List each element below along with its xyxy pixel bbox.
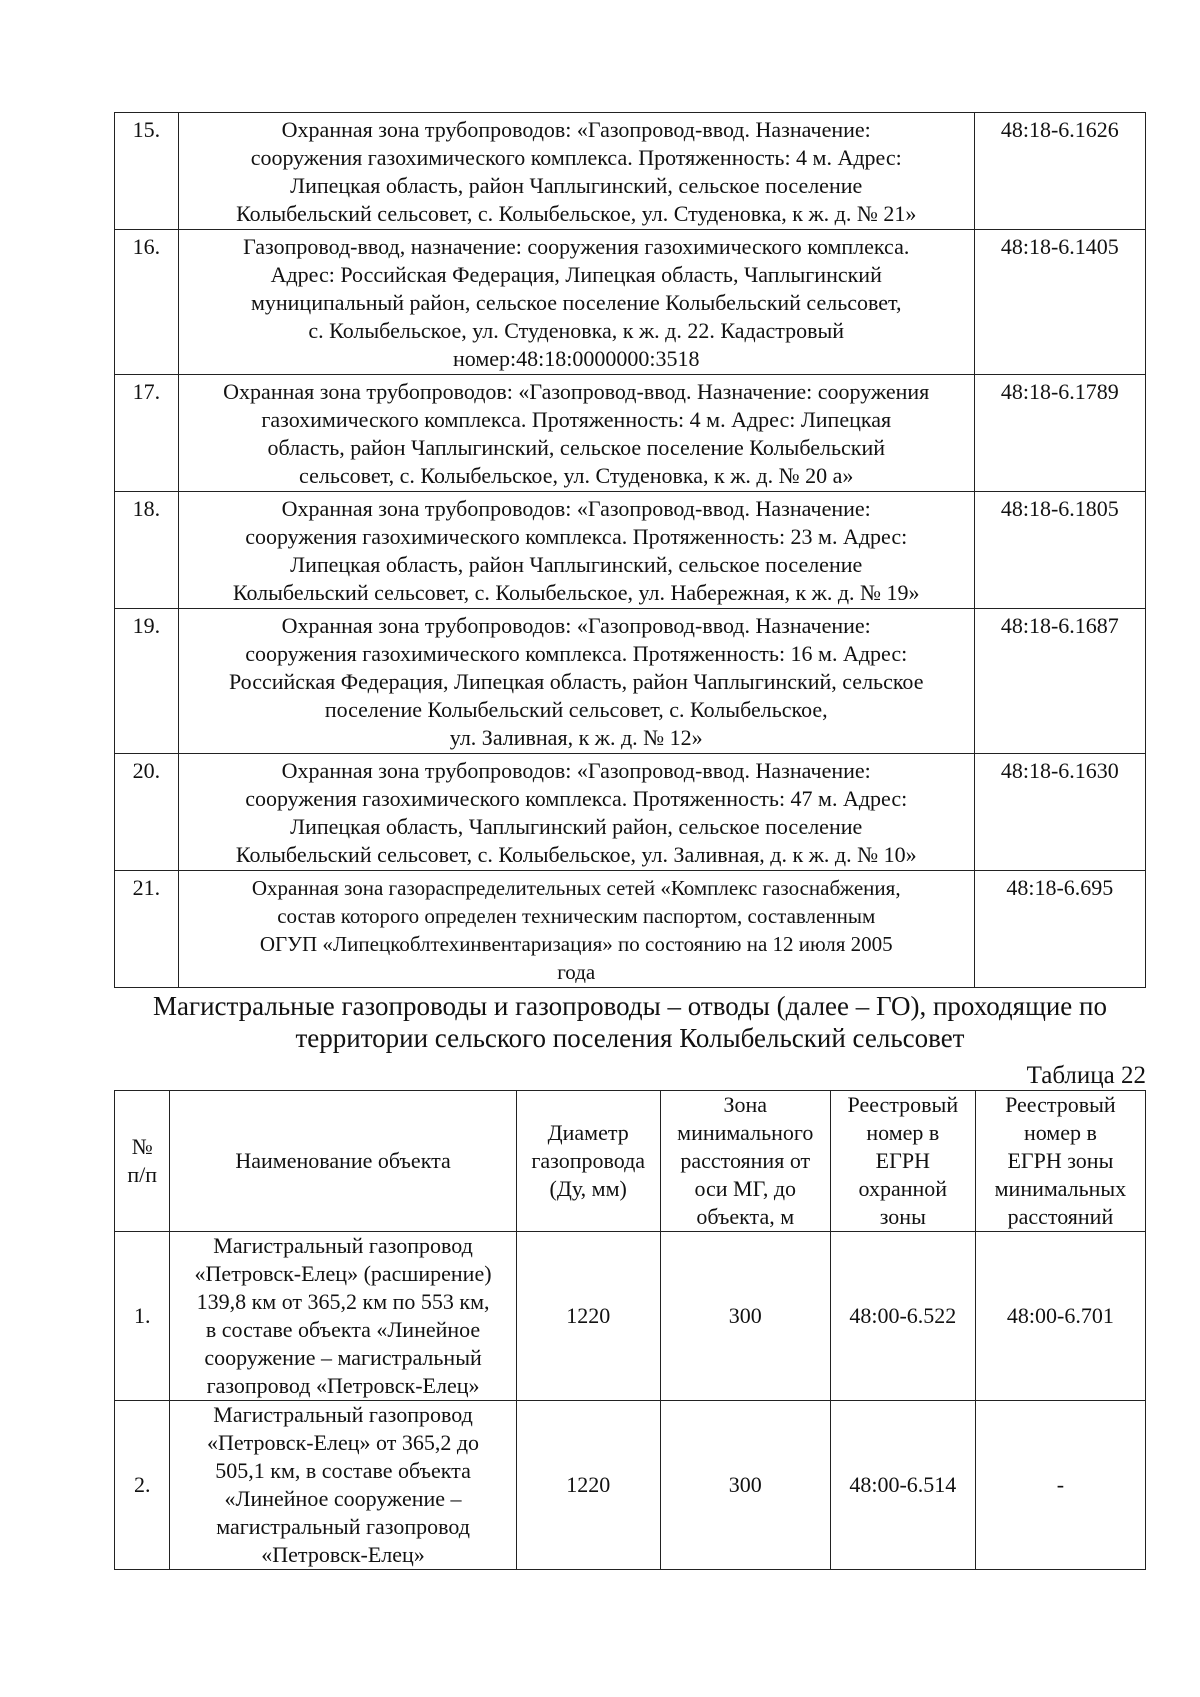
cell-num: 2. — [115, 1401, 170, 1570]
table-row — [115, 609, 1146, 754]
text-line: сооружение – магистральный — [204, 1345, 482, 1370]
cell-description — [178, 113, 974, 230]
text-line: Охранная зона трубопроводов: «Газопровод-ввод. Назначение: сооружения — [223, 379, 930, 404]
header-registry-protective-zone — [830, 1091, 975, 1232]
text-line: номер в — [1023, 1120, 1097, 1145]
table-row — [115, 492, 1146, 609]
text-line: Наименование объекта — [235, 1148, 451, 1173]
text-line: Реестровый — [1005, 1092, 1116, 1117]
cell-description — [178, 871, 974, 988]
cell-zone: 300 — [660, 1401, 830, 1570]
text-line: (Ду, мм) — [549, 1176, 627, 1201]
text-line: ул. Заливная, к ж. д. № 12» — [449, 725, 703, 750]
cell-num: 21. — [115, 871, 179, 988]
text-line: «Петровск-Елец» — [261, 1542, 425, 1567]
text-line: Охранная зона трубопроводов: «Газопровод-ввод. Назначение: — [281, 758, 871, 783]
text-line: 505,1 км, в составе объекта — [215, 1458, 471, 1483]
text-line: Адрес: Российская Федерация, Липецкая область, Чаплыгинский — [270, 262, 882, 287]
text-line: зоны — [879, 1204, 926, 1229]
cell-description — [178, 754, 974, 871]
header-num — [115, 1091, 170, 1232]
text-line: область, район Чаплыгинский, сельское поселение Колыбельский — [267, 435, 886, 460]
text-line: Охранная зона трубопроводов: «Газопровод-ввод. Назначение: — [281, 613, 871, 638]
text-line: Колыбельский сельсовет, с. Колыбельское, ул. Набережная, к ж. д. № 19» — [232, 580, 920, 605]
cell-registry-2: 48:00-6.701 — [975, 1232, 1145, 1401]
cell-registry-code: 48:18-6.1805 — [974, 492, 1145, 609]
cell-description — [178, 230, 974, 375]
table-row — [115, 230, 1146, 375]
cell-registry-1: 48:00-6.522 — [830, 1232, 975, 1401]
cell-num: 15. — [115, 113, 179, 230]
text-line: сооружения газохимического комплекса. Протяженность: 16 м. Адрес: — [245, 641, 908, 666]
cell-registry-code: 48:18-6.1626 — [974, 113, 1145, 230]
text-line: Газопровод-ввод, назначение: сооружения газохимического комплекса. — [243, 234, 910, 259]
text-line: газопровода — [531, 1148, 646, 1173]
text-line: Липецкая область, район Чаплыгинский, сельское поселение — [290, 552, 863, 577]
table-caption: Таблица 22 — [1026, 1062, 1146, 1089]
cell-name — [170, 1232, 516, 1401]
cell-num: 18. — [115, 492, 179, 609]
table-row — [115, 1232, 1146, 1401]
text-line: 139,8 км от 365,2 км по 553 км, — [196, 1289, 490, 1314]
cell-description — [178, 492, 974, 609]
table-row — [115, 871, 1146, 988]
text-line: объекта, м — [696, 1204, 795, 1229]
cell-num: 20. — [115, 754, 179, 871]
text-line: Магистральный газопровод — [213, 1402, 473, 1427]
table-header-row — [115, 1091, 1146, 1232]
text-line: газохимического комплекса. Протяженность: 4 м. Адрес: Липецкая — [261, 407, 892, 432]
cell-registry-code: 48:18-6.1687 — [974, 609, 1145, 754]
text-line: Охранная зона трубопроводов: «Газопровод-ввод. Назначение: — [281, 117, 871, 142]
cell-registry-2: - — [975, 1401, 1145, 1570]
cell-registry-code: 48:18-6.695 — [974, 871, 1145, 988]
cell-diameter: 1220 — [516, 1401, 660, 1570]
text-line: Диаметр — [547, 1120, 629, 1145]
cell-description — [178, 375, 974, 492]
text-line: охранной — [858, 1176, 948, 1201]
cell-zone: 300 — [660, 1232, 830, 1401]
text-line: Охранная зона трубопроводов: «Газопровод-ввод. Назначение: — [281, 496, 871, 521]
text-line: Магистральный газопровод — [213, 1233, 473, 1258]
cell-registry-code: 48:18-6.1405 — [974, 230, 1145, 375]
header-registry-min-distance-zone — [975, 1091, 1145, 1232]
text-line: магистральный газопровод — [216, 1514, 470, 1539]
text-line: ЕГРН — [875, 1148, 930, 1173]
text-line: газопровод «Петровск-Елец» — [206, 1373, 480, 1398]
section-heading-line: территории сельского поселения Колыбельский сельсовет — [295, 1023, 965, 1053]
text-line: «Петровск-Елец» (расширение) — [194, 1261, 492, 1286]
text-line: «Петровск-Елец» от 365,2 до — [207, 1430, 480, 1455]
cell-description — [178, 609, 974, 754]
text-line: № — [131, 1134, 153, 1159]
cell-num: 19. — [115, 609, 179, 754]
table-row — [115, 754, 1146, 871]
text-line: Липецкая область, Чаплыгинский район, сельское поселение — [290, 814, 863, 839]
text-line: «Линейное сооружение – — [224, 1486, 462, 1511]
main-gas-pipelines-table — [114, 1090, 1146, 1570]
text-line: номер:48:18:0000000:3518 — [452, 346, 700, 371]
text-line: поселение Колыбельский сельсовет, с. Колыбельское, — [324, 697, 828, 722]
text-line: расстояний — [1007, 1204, 1114, 1229]
section-heading-line: Магистральные газопроводы и газопроводы – отводы (далее – ГО), проходящие по — [153, 991, 1107, 1021]
text-line: Охранная зона газораспределительных сетей «Комплекс газоснабжения, — [251, 876, 901, 900]
cell-num: 1. — [115, 1232, 170, 1401]
cell-registry-code: 48:18-6.1789 — [974, 375, 1145, 492]
pipeline-zones-table — [114, 112, 1146, 988]
table-row — [115, 1401, 1146, 1570]
cell-registry-code: 48:18-6.1630 — [974, 754, 1145, 871]
text-line: номер в — [866, 1120, 940, 1145]
text-line: Колыбельский сельсовет, с. Колыбельское, ул. Заливная, д. к ж. д. № 10» — [235, 842, 917, 867]
text-line: в составе объекта «Линейное — [205, 1317, 481, 1342]
cell-name — [170, 1401, 516, 1570]
header-name — [170, 1091, 516, 1232]
text-line: Зона — [723, 1092, 768, 1117]
text-line: муниципальный район, сельское поселение Колыбельский сельсовет, — [250, 290, 902, 315]
section-heading — [114, 990, 1146, 1054]
table-row — [115, 113, 1146, 230]
text-line: сооружения газохимического комплекса. Протяженность: 47 м. Адрес: — [245, 786, 908, 811]
text-line: сооружения газохимического комплекса. Протяженность: 4 м. Адрес: — [250, 145, 902, 170]
text-line: Российская Федерация, Липецкая область, район Чаплыгинский, сельское — [228, 669, 924, 694]
text-line: сооружения газохимического комплекса. Протяженность: 23 м. Адрес: — [245, 524, 908, 549]
text-line: п/п — [127, 1162, 158, 1187]
cell-diameter: 1220 — [516, 1232, 660, 1401]
text-line: состав которого определен техническим паспортом, составленным — [277, 904, 876, 928]
text-line: Липецкая область, район Чаплыгинский, сельское поселение — [290, 173, 863, 198]
text-line: минимальных — [994, 1176, 1127, 1201]
table-row — [115, 375, 1146, 492]
text-line: минимального — [677, 1120, 814, 1145]
cell-num: 16. — [115, 230, 179, 375]
cell-num: 17. — [115, 375, 179, 492]
cell-registry-1: 48:00-6.514 — [830, 1401, 975, 1570]
text-line: оси МГ, до — [694, 1176, 797, 1201]
text-line: расстояния от — [680, 1148, 811, 1173]
header-diameter — [516, 1091, 660, 1232]
text-line: сельсовет, с. Колыбельское, ул. Студеновка, к ж. д. № 20 а» — [299, 463, 854, 488]
text-line: Колыбельский сельсовет, с. Колыбельское, ул. Студеновка, к ж. д. № 21» — [236, 201, 917, 226]
header-min-distance-zone — [660, 1091, 830, 1232]
text-line: ОГУП «Липецкоблтехинвентаризация» по состоянию на 12 июля 2005 — [259, 932, 893, 956]
text-line: Реестровый — [847, 1092, 959, 1117]
text-line: года — [557, 960, 596, 984]
text-line: с. Колыбельское, ул. Студеновка, к ж. д. 22. Кадастровый — [308, 318, 845, 343]
text-line: ЕГРН зоны — [1007, 1148, 1114, 1173]
